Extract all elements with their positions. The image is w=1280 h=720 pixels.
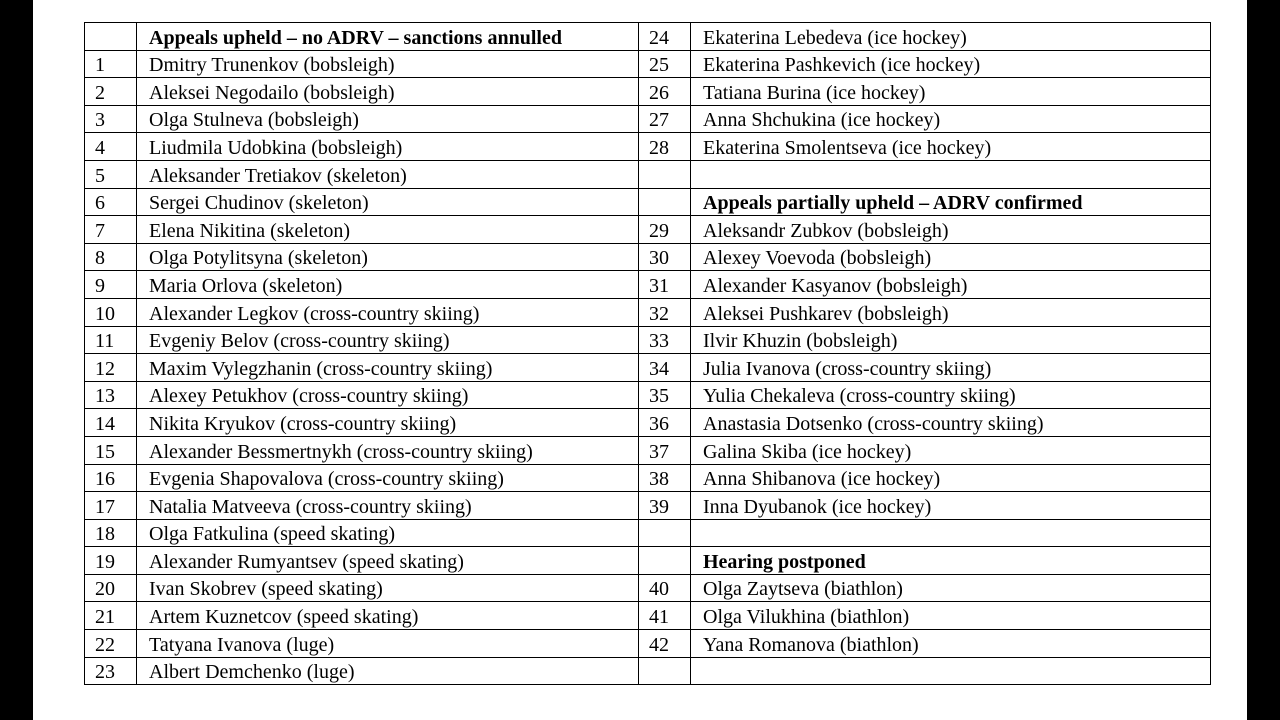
left-number-cell: 12	[85, 354, 137, 382]
left-athlete-cell: Aleksander Tretiakov (skeleton)	[137, 160, 639, 188]
right-athlete-cell: Alexander Kasyanov (bobsleigh)	[691, 271, 1211, 299]
table-row	[85, 216, 1211, 244]
left-number-cell: 7	[85, 216, 137, 244]
table-row	[85, 492, 1211, 520]
right-number-cell: 36	[639, 409, 691, 437]
left-number-cell: 1	[85, 50, 137, 78]
left-athlete-cell: Ivan Skobrev (speed skating)	[137, 574, 639, 602]
right-athlete-cell: Aleksei Pushkarev (bobsleigh)	[691, 298, 1211, 326]
table-row	[85, 381, 1211, 409]
table-row	[85, 133, 1211, 161]
table-row	[85, 574, 1211, 602]
right-number-cell	[639, 547, 691, 575]
right-number-cell: 41	[639, 602, 691, 630]
table-row	[85, 630, 1211, 658]
left-number-cell: 23	[85, 657, 137, 685]
left-number-cell: 9	[85, 271, 137, 299]
left-athlete-cell: Evgenia Shapovalova (cross-country skiing)	[137, 464, 639, 492]
table-row	[85, 602, 1211, 630]
left-number-cell: 2	[85, 78, 137, 106]
right-athlete-cell: Yana Romanova (biathlon)	[691, 630, 1211, 658]
right-number-cell: 42	[639, 630, 691, 658]
right-number-cell	[639, 519, 691, 547]
left-athlete-cell: Albert Demchenko (luge)	[137, 657, 639, 685]
table-row	[85, 271, 1211, 299]
left-number-cell: 11	[85, 326, 137, 354]
table-row	[85, 409, 1211, 437]
table-row	[85, 354, 1211, 382]
left-athlete-cell: Evgeniy Belov (cross-country skiing)	[137, 326, 639, 354]
right-number-cell: 30	[639, 243, 691, 271]
left-number-cell: 21	[85, 602, 137, 630]
left-athlete-cell: Olga Potylitsyna (skeleton)	[137, 243, 639, 271]
right-athlete-cell: Olga Vilukhina (biathlon)	[691, 602, 1211, 630]
right-number-cell: 25	[639, 50, 691, 78]
right-athlete-cell: Tatiana Burina (ice hockey)	[691, 78, 1211, 106]
table-row	[85, 326, 1211, 354]
athlete-appeals-table	[84, 22, 1211, 685]
left-number-cell: 15	[85, 436, 137, 464]
right-number-cell: 34	[639, 354, 691, 382]
document-page	[33, 0, 1247, 720]
left-athlete-cell: Alexander Legkov (cross-country skiing)	[137, 298, 639, 326]
left-number-cell: 16	[85, 464, 137, 492]
right-number-cell: 28	[639, 133, 691, 161]
right-number-cell: 31	[639, 271, 691, 299]
left-athlete-cell: Artem Kuznetcov (speed skating)	[137, 602, 639, 630]
table-row	[85, 547, 1211, 575]
table-row	[85, 160, 1211, 188]
right-number-cell	[639, 188, 691, 216]
right-number-cell: 27	[639, 105, 691, 133]
table-row	[85, 436, 1211, 464]
right-athlete-cell	[691, 519, 1211, 547]
left-number-cell: 22	[85, 630, 137, 658]
left-number-cell	[85, 23, 137, 51]
right-number-cell: 40	[639, 574, 691, 602]
left-number-cell: 6	[85, 188, 137, 216]
right-number-cell: 35	[639, 381, 691, 409]
table-row	[85, 243, 1211, 271]
right-section-heading: Hearing postponed	[691, 547, 1211, 575]
right-athlete-cell: Julia Ivanova (cross-country skiing)	[691, 354, 1211, 382]
left-number-cell: 14	[85, 409, 137, 437]
right-athlete-cell: Ilvir Khuzin (bobsleigh)	[691, 326, 1211, 354]
right-number-cell: 29	[639, 216, 691, 244]
left-number-cell: 5	[85, 160, 137, 188]
table-row	[85, 519, 1211, 547]
left-number-cell: 20	[85, 574, 137, 602]
left-number-cell: 19	[85, 547, 137, 575]
right-number-cell: 39	[639, 492, 691, 520]
left-athlete-cell: Nikita Kryukov (cross-country skiing)	[137, 409, 639, 437]
right-athlete-cell: Ekaterina Smolentseva (ice hockey)	[691, 133, 1211, 161]
right-athlete-cell: Ekaterina Lebedeva (ice hockey)	[691, 23, 1211, 51]
left-athlete-cell: Dmitry Trunenkov (bobsleigh)	[137, 50, 639, 78]
left-athlete-cell: Alexander Rumyantsev (speed skating)	[137, 547, 639, 575]
right-number-cell: 32	[639, 298, 691, 326]
right-number-cell	[639, 657, 691, 685]
right-number-cell: 24	[639, 23, 691, 51]
left-athlete-cell: Liudmila Udobkina (bobsleigh)	[137, 133, 639, 161]
left-athlete-cell: Olga Stulneva (bobsleigh)	[137, 105, 639, 133]
table-row	[85, 50, 1211, 78]
left-number-cell: 4	[85, 133, 137, 161]
right-athlete-cell: Olga Zaytseva (biathlon)	[691, 574, 1211, 602]
left-athlete-cell: Alexey Petukhov (cross-country skiing)	[137, 381, 639, 409]
right-number-cell: 38	[639, 464, 691, 492]
right-athlete-cell	[691, 657, 1211, 685]
table-row	[85, 105, 1211, 133]
left-number-cell: 3	[85, 105, 137, 133]
left-number-cell: 8	[85, 243, 137, 271]
left-number-cell: 13	[85, 381, 137, 409]
right-athlete-cell: Galina Skiba (ice hockey)	[691, 436, 1211, 464]
table-row	[85, 464, 1211, 492]
right-athlete-cell	[691, 160, 1211, 188]
left-athlete-cell: Natalia Matveeva (cross-country skiing)	[137, 492, 639, 520]
right-athlete-cell: Anna Shibanova (ice hockey)	[691, 464, 1211, 492]
left-athlete-cell: Tatyana Ivanova (luge)	[137, 630, 639, 658]
table-row	[85, 78, 1211, 106]
left-athlete-cell: Sergei Chudinov (skeleton)	[137, 188, 639, 216]
right-athlete-cell: Aleksandr Zubkov (bobsleigh)	[691, 216, 1211, 244]
right-number-cell: 26	[639, 78, 691, 106]
right-athlete-cell: Anna Shchukina (ice hockey)	[691, 105, 1211, 133]
table-row	[85, 657, 1211, 685]
table-body	[85, 23, 1211, 685]
right-athlete-cell: Inna Dyubanok (ice hockey)	[691, 492, 1211, 520]
right-number-cell: 37	[639, 436, 691, 464]
right-number-cell: 33	[639, 326, 691, 354]
left-athlete-cell: Elena Nikitina (skeleton)	[137, 216, 639, 244]
table-row	[85, 298, 1211, 326]
left-number-cell: 18	[85, 519, 137, 547]
left-athlete-cell: Maxim Vylegzhanin (cross-country skiing)	[137, 354, 639, 382]
left-athlete-cell: Maria Orlova (skeleton)	[137, 271, 639, 299]
right-athlete-cell: Anastasia Dotsenko (cross-country skiing)	[691, 409, 1211, 437]
right-number-cell	[639, 160, 691, 188]
table-row	[85, 188, 1211, 216]
left-athlete-cell: Olga Fatkulina (speed skating)	[137, 519, 639, 547]
left-number-cell: 10	[85, 298, 137, 326]
right-athlete-cell: Ekaterina Pashkevich (ice hockey)	[691, 50, 1211, 78]
left-number-cell: 17	[85, 492, 137, 520]
left-athlete-cell: Aleksei Negodailo (bobsleigh)	[137, 78, 639, 106]
right-athlete-cell: Yulia Chekaleva (cross-country skiing)	[691, 381, 1211, 409]
left-athlete-cell: Alexander Bessmertnykh (cross-country skiing)	[137, 436, 639, 464]
right-section-heading: Appeals partially upheld – ADRV confirmed	[691, 188, 1211, 216]
right-athlete-cell: Alexey Voevoda (bobsleigh)	[691, 243, 1211, 271]
left-section-heading: Appeals upheld – no ADRV – sanctions annulled	[137, 23, 639, 51]
table-row	[85, 23, 1211, 51]
